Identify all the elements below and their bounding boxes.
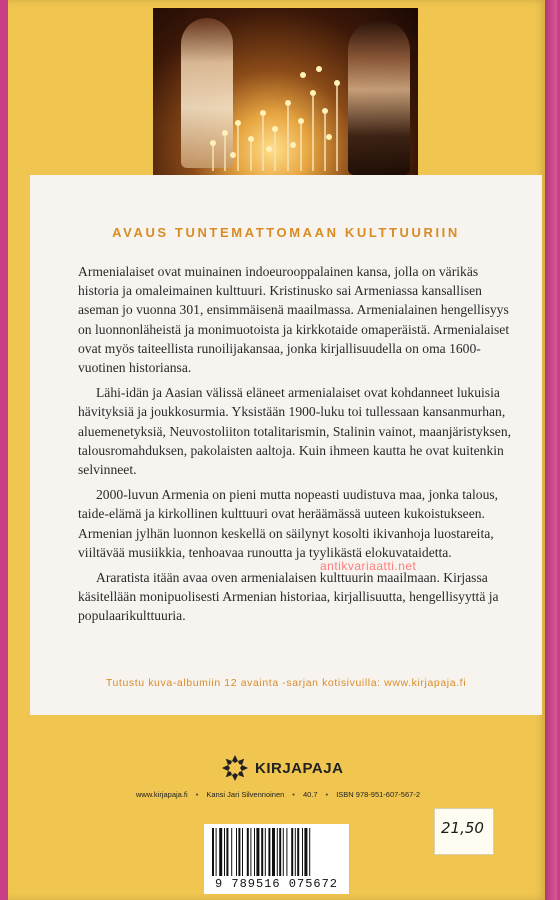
publisher-name: KIRJAPAJA xyxy=(255,759,344,777)
blurb-paragraph: 2000-luvun Armenia on pieni mutta nopeasti uudistuva maa, jonka talous, taide-elämä ja kirkollinen kulttuuri ovat heräämässä uuteen kukoistukseen. Armenian jylhän luonnon keskellä on säilynyt kosolti ikivanhoja luostareita, viiltävää musiikkia, tenhoavaa runoutta ja tyylikästä elokuvataidetta. xyxy=(78,487,499,560)
barcode-bar xyxy=(254,828,255,876)
barcode-bar xyxy=(268,828,270,876)
text-panel xyxy=(30,175,542,715)
barcode-bar xyxy=(302,828,303,876)
barcode-bar xyxy=(219,828,222,876)
barcode-bars xyxy=(212,828,341,876)
barcode-bar xyxy=(261,828,263,876)
barcode-bar xyxy=(309,828,310,876)
book-back-cover xyxy=(8,0,548,900)
promo-line: Tutustu kuva-albumiin 12 avainta -sarjan kotisivuilla: www.kirjapaja.fi xyxy=(105,677,467,689)
barcode-bar xyxy=(277,828,278,876)
footer-info xyxy=(8,790,548,799)
barcode-bar xyxy=(286,828,287,876)
separator-dot: • xyxy=(325,790,329,799)
cover-photo xyxy=(153,8,418,175)
barcode-bar xyxy=(250,828,251,876)
barcode-bar xyxy=(295,828,296,876)
barcode-number: 9 789516 075672 xyxy=(214,877,339,891)
blurb-paragraph: Araratista itään avaa oven armenialaisen kulttuurin maailmaan. Kirjassa käsitellään monipuolisesti Armenian historiaa, kirjallisuutta, hengellisyyttä ja populaarikulttuuria. xyxy=(78,570,499,624)
kirjapaja-star-icon xyxy=(221,754,249,782)
barcode-bar xyxy=(304,828,307,876)
barcode-bar xyxy=(256,828,259,876)
barcode-bar xyxy=(238,828,240,876)
footer-class-code: 40.7 xyxy=(302,790,318,799)
photo-person-right xyxy=(348,20,410,175)
barcode-bar xyxy=(265,828,266,876)
publisher-logo xyxy=(221,754,343,782)
footer-cover-credit: Kansi Jari Silvennoinen xyxy=(206,790,285,799)
barcode-bar xyxy=(272,828,275,876)
blurb-text xyxy=(78,262,513,632)
price-value: 21,50 xyxy=(441,819,484,837)
barcode-bar xyxy=(226,828,228,876)
watermark: antikvariaatti.net xyxy=(320,559,417,573)
isbn-barcode xyxy=(204,824,349,894)
barcode-bar xyxy=(216,828,217,876)
barcode-bar xyxy=(212,828,214,876)
barcode-bar xyxy=(297,828,299,876)
barcode-bar xyxy=(291,828,293,876)
barcode-bar xyxy=(224,828,225,876)
barcode-bar xyxy=(236,828,237,876)
candles-graphic xyxy=(193,53,353,173)
barcode-bar xyxy=(247,828,249,876)
barcode-bar xyxy=(242,828,243,876)
price-sticker xyxy=(434,808,494,855)
tagline-heading: AVAUS TUNTEMATTOMAAN KULTTUURIIN xyxy=(112,225,460,240)
barcode-bar xyxy=(231,828,232,876)
blurb-paragraph: Armenialaiset ovat muinainen indoeurooppalainen kansa, jolla on värikäs historia ja omaleimainen kulttuuri. Kristinusko sai Armeniassa kansallisen aseman jo vuonna 301, ensimmäisenä maailmassa. Armenialainen hengellisyys on luonnonläheistä ja monimuotoista ja kirkkotaide omaperäistä. Armenialaiset ovat myös taiteellista runoilijakansaa, jonka kirjallisuudella on oma 1600-vuotinen historiansa. xyxy=(78,264,510,376)
barcode-bar xyxy=(279,828,281,876)
barcode-bar xyxy=(283,828,284,876)
blurb-paragraph: Lähi-idän ja Aasian välissä eläneet armenialaiset ovat kohdanneet lukuisia hävityksiä ja joukkosurmia. Yksistään 1900-luku toi tullessaan kansanmurhan, aluemenetyksiä, Neuvostoliiton totalitarismin, Stalinin vainot, maanjäristyksen, talousromahduksen, pakolaisten aaltoja. Kuin ihmeen kautta he ovat kuitenkin selvinneet. xyxy=(78,385,512,478)
spine-edge xyxy=(545,0,557,900)
footer-website: www.kirjapaja.fi xyxy=(136,790,188,799)
footer-isbn: ISBN 978-951-607-567-2 xyxy=(336,790,420,799)
separator-dot: • xyxy=(195,790,199,799)
separator-dot: • xyxy=(292,790,295,799)
